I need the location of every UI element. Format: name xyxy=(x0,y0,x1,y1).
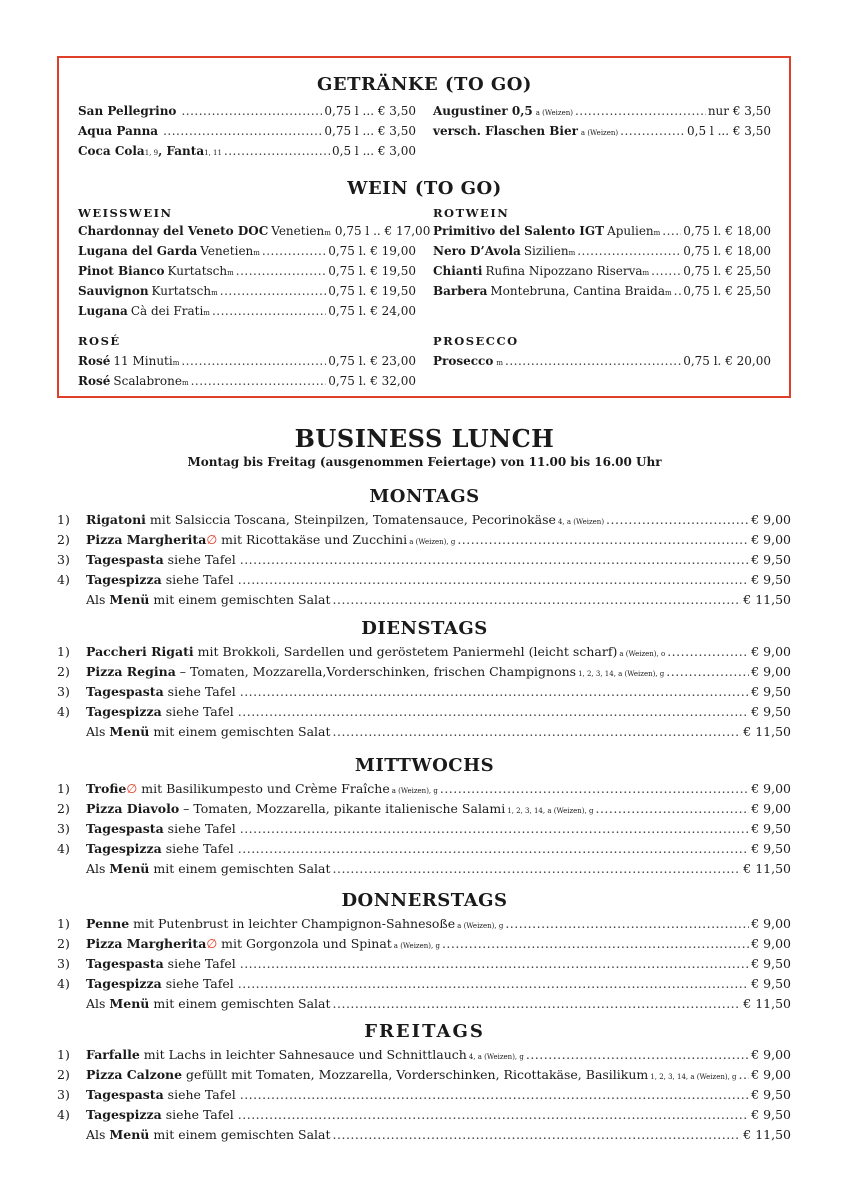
lunch-item: Trofie ∅ mit Basilikumpesto und Crème Fraîche a (Weizen), g ..... € 9,00 xyxy=(86,781,791,797)
dish-price: € 9,50 xyxy=(751,821,791,836)
dot-leader xyxy=(662,223,681,239)
dot-leader xyxy=(262,243,326,259)
category-label: ROSÉ xyxy=(78,334,121,348)
item-desc: Cà dei Frati xyxy=(130,304,204,318)
dish-desc: mit Basilikumpesto und Crème Fraîche xyxy=(137,781,390,796)
dot-leader xyxy=(238,572,749,588)
dish-name: Tagespizza xyxy=(86,1107,162,1122)
lunch-item: Penne mit Putenbrust in leichter Champignon-Sahnesoße a (Weizen), g ..... € 9,00 xyxy=(86,916,791,932)
menu-offer-line xyxy=(86,724,791,740)
menu-offer-line xyxy=(86,592,791,608)
dish-price: € 9,00 xyxy=(751,1047,791,1062)
item-price: 0,75 l. € 24,00 xyxy=(328,304,416,318)
dot-leader xyxy=(220,283,326,299)
category-label: WEISSWEIN xyxy=(78,206,173,220)
lunch-item: Farfalle mit Lachs in leichter Sahnesauce und Schnittlauch 4, a (Weizen), g ..... € 9,00 xyxy=(86,1047,791,1063)
menu-item: Pinot Bianco Kurtatsch m ..... 0,75 l. € 19,50 xyxy=(78,263,416,279)
menu-offer-price: € 11,50 xyxy=(743,1127,791,1142)
item-name: Rosé xyxy=(78,354,111,368)
dot-leader xyxy=(238,976,749,992)
lunch-item: Pizza Margherita ∅ mit Gorgonzola und Spinat a (Weizen), g ..... € 9,00 xyxy=(86,936,791,952)
lunch-item xyxy=(86,704,791,720)
dish-desc: siehe Tafel xyxy=(161,1107,234,1122)
leaf-icon: ∅ xyxy=(206,936,218,951)
item-desc: Kurtatsch xyxy=(167,264,228,278)
menu-offer-bold: Menü xyxy=(109,996,150,1011)
menu-offer-pre: Als xyxy=(86,996,110,1011)
dot-leader xyxy=(238,1107,749,1123)
item-number: 1) xyxy=(57,644,70,659)
item-price: 0,75 l. € 25,50 xyxy=(683,264,771,278)
menu-item: Barbera Montebruna, Cantina Braida m ..... 0,75 l. € 25,50 xyxy=(433,283,771,299)
dish-name: Tagespasta xyxy=(86,956,164,971)
dot-leader xyxy=(181,353,326,369)
dish-name: Farfalle xyxy=(86,1047,140,1062)
menu-offer-pre: Als xyxy=(86,592,110,607)
dot-leader xyxy=(575,103,706,119)
menu-item xyxy=(78,123,416,139)
item-number: 3) xyxy=(57,956,70,971)
item-number: 1) xyxy=(57,916,70,931)
dot-leader xyxy=(333,1127,742,1143)
item-name: Aqua Panna xyxy=(78,124,159,138)
day-title: DONNERSTAGS xyxy=(341,890,508,911)
dish-price: € 9,50 xyxy=(751,572,791,587)
item-name: Lugana del Garda xyxy=(78,244,198,258)
item-name: Lugana xyxy=(78,304,128,318)
dish-price: € 9,00 xyxy=(751,664,791,679)
dish-name: Pizza Regina xyxy=(86,664,176,679)
item-price: 0,75 l. € 19,50 xyxy=(328,264,416,278)
lunch-item xyxy=(86,1107,791,1123)
dish-name: Tagespizza xyxy=(86,704,162,719)
dish-price: € 9,50 xyxy=(751,1087,791,1102)
item-desc: Sizilien xyxy=(523,244,569,258)
item-number: 4) xyxy=(57,572,70,587)
item-price: 0,75 l. € 18,00 xyxy=(683,224,771,238)
lunch-subtitle: Montag bis Freitag (ausgenommen Feiertage) von 11.00 bis 16.00 Uhr xyxy=(187,455,662,469)
dish-price: € 9,00 xyxy=(751,512,791,527)
menu-item: Coca Cola 1, 9 , Fanta 1, 11 ..... 0,5 l ... € 3,00 xyxy=(78,143,416,159)
dish-desc: siehe Tafel xyxy=(161,704,234,719)
dot-leader xyxy=(457,532,749,548)
dish-desc: siehe Tafel xyxy=(163,956,236,971)
item-name: versch. Flaschen Bier xyxy=(433,124,578,138)
item-number: 3) xyxy=(57,684,70,699)
menu-offer-pre: Als xyxy=(86,724,110,739)
lunch-item xyxy=(86,841,791,857)
item-name: San Pellegrino xyxy=(78,104,177,118)
item-name: Coca Cola xyxy=(78,144,145,158)
dish-price: € 9,50 xyxy=(751,956,791,971)
item-number: 4) xyxy=(57,841,70,856)
item-name: , Fanta xyxy=(158,144,205,158)
item-number: 1) xyxy=(57,781,70,796)
item-price: 0,75 l ... € 3,50 xyxy=(324,104,416,118)
menu-item: Prosecco m ..... 0,75 l. € 20,00 xyxy=(433,353,771,369)
lunch-item xyxy=(86,821,791,837)
dot-leader xyxy=(224,143,330,159)
dish-desc: siehe Tafel xyxy=(161,976,234,991)
dish-price: € 9,00 xyxy=(751,936,791,951)
menu-item: Sauvignon Kurtatsch m ..... 0,75 l. € 19,50 xyxy=(78,283,416,299)
dot-leader xyxy=(739,1067,750,1083)
dot-leader xyxy=(236,263,326,279)
dish-desc: mit Brokkoli, Sardellen und geröstetem Paniermehl (leicht scharf) xyxy=(193,644,618,659)
dish-desc: gefüllt mit Tomaten, Mozzarella, Vorderschinken, Ricottakäse, Basilikum xyxy=(182,1067,649,1082)
lunch-item: Pizza Regina – Tomaten, Mozzarella,Vorderschinken, frischen Champignons 1, 2, 3, 14, a (Weizen), g ..... € 9,00 xyxy=(86,664,791,680)
dot-leader xyxy=(240,821,750,837)
dot-leader xyxy=(505,353,681,369)
item-number: 3) xyxy=(57,1087,70,1102)
day-title: DIENSTAGS xyxy=(361,618,488,639)
dot-leader xyxy=(181,103,322,119)
lunch-item: Pizza Calzone gefüllt mit Tomaten, Mozzarella, Vorderschinken, Ricottakäse, Basilikum 1, 2, 3, 14, a (Weizen), g ..... € 9,00 xyxy=(86,1067,791,1083)
menu-offer-line xyxy=(86,1127,791,1143)
dish-price: € 9,00 xyxy=(751,781,791,796)
menu-offer-price: € 11,50 xyxy=(743,724,791,739)
dish-desc: mit Putenbrust in leichter Champignon-Sahnesoße xyxy=(129,916,456,931)
menu-item xyxy=(78,103,416,119)
menu-item: Nero D’Avola Sizilien m ..... 0,75 l. € 18,00 xyxy=(433,243,771,259)
dot-leader xyxy=(674,283,682,299)
menu-item: Lugana Cà dei Frati m ..... 0,75 l. € 24,00 xyxy=(78,303,416,319)
dot-leader xyxy=(212,303,326,319)
menu-offer-post: mit einem gemischten Salat xyxy=(149,861,331,876)
item-price: 0,75 l .. € 17,00 xyxy=(334,224,431,238)
item-number: 2) xyxy=(57,532,70,547)
dot-leader xyxy=(238,704,749,720)
dish-price: € 9,50 xyxy=(751,841,791,856)
dish-name: Tagespasta xyxy=(86,821,164,836)
section-title: BUSINESS LUNCH xyxy=(294,424,555,453)
item-price: 0,75 l. € 23,00 xyxy=(328,354,416,368)
item-name: Barbera xyxy=(433,284,488,298)
item-number: 3) xyxy=(57,821,70,836)
dish-price: € 9,00 xyxy=(751,801,791,816)
item-name: Primitivo del Salento IGT xyxy=(433,224,605,238)
dish-desc: siehe Tafel xyxy=(163,552,236,567)
item-number: 2) xyxy=(57,936,70,951)
dot-leader xyxy=(595,801,749,817)
lunch-item xyxy=(86,956,791,972)
dot-leader xyxy=(442,936,749,952)
dish-desc: – Tomaten, Mozzarella,Vorderschinken, frischen Champignons xyxy=(175,664,577,679)
item-name: Chianti xyxy=(433,264,483,278)
dish-price: € 9,50 xyxy=(751,552,791,567)
menu-offer-pre: Als xyxy=(86,1127,110,1142)
leaf-icon: ∅ xyxy=(206,532,218,547)
lunch-item xyxy=(86,572,791,588)
dot-leader xyxy=(240,956,750,972)
dot-leader xyxy=(606,512,749,528)
dish-desc: siehe Tafel xyxy=(163,821,236,836)
item-name: Chardonnay del Veneto DOC xyxy=(78,224,269,238)
dish-name: Tagespasta xyxy=(86,684,164,699)
dish-name: Penne xyxy=(86,916,130,931)
dish-name: Pizza Margherita xyxy=(86,936,207,951)
menu-offer-price: € 11,50 xyxy=(743,861,791,876)
dot-leader xyxy=(238,841,749,857)
dot-leader xyxy=(651,263,681,279)
menu-offer-bold: Menü xyxy=(109,592,150,607)
menu-item: Chianti Rufina Nipozzano Riserva m ..... 0,75 l. € 25,50 xyxy=(433,263,771,279)
category-label: PROSECCO xyxy=(433,334,519,348)
dish-name: Pizza Margherita xyxy=(86,532,207,547)
item-number: 3) xyxy=(57,552,70,567)
item-price: 0,5 l ... € 3,50 xyxy=(687,124,771,138)
lunch-item xyxy=(86,1087,791,1103)
dot-leader xyxy=(667,644,749,660)
dish-price: € 9,50 xyxy=(751,976,791,991)
menu-offer-price: € 11,50 xyxy=(743,996,791,1011)
dish-name: Paccheri Rigati xyxy=(86,644,194,659)
dish-name: Tagespizza xyxy=(86,572,162,587)
item-desc: Apulien xyxy=(607,224,654,238)
item-name: Sauvignon xyxy=(78,284,149,298)
menu-item: Augustiner 0,5 a (Weizen) ..... nur € 3,50 xyxy=(433,103,771,119)
dish-name: Tagespasta xyxy=(86,552,164,567)
item-desc: 11 Minuti xyxy=(113,354,173,368)
item-number: 4) xyxy=(57,704,70,719)
item-name: Rosé xyxy=(78,374,111,388)
dish-name: Trofie xyxy=(86,781,127,796)
item-name: Prosecco xyxy=(433,354,494,368)
item-price: 0,75 l ... € 3,50 xyxy=(324,124,416,138)
dish-price: € 9,00 xyxy=(751,916,791,931)
day-title: FREITAGS xyxy=(364,1021,485,1042)
dot-leader xyxy=(240,684,750,700)
dot-leader xyxy=(240,552,750,568)
item-price: 0,75 l. € 19,50 xyxy=(328,284,416,298)
item-desc: Venetien xyxy=(271,224,325,238)
lunch-item xyxy=(86,684,791,700)
item-price: 0,75 l. € 18,00 xyxy=(683,244,771,258)
dish-desc: mit Ricottakäse und Zucchini xyxy=(217,532,408,547)
item-number: 1) xyxy=(57,512,70,527)
section-title: GETRÄNKE (TO GO) xyxy=(317,74,532,95)
menu-offer-bold: Menü xyxy=(109,1127,150,1142)
dish-price: € 9,50 xyxy=(751,684,791,699)
leaf-icon: ∅ xyxy=(126,781,138,796)
menu-offer-post: mit einem gemischten Salat xyxy=(149,1127,331,1142)
item-price: 0,75 l. € 19,00 xyxy=(328,244,416,258)
menu-offer-post: mit einem gemischten Salat xyxy=(149,724,331,739)
lunch-item xyxy=(86,976,791,992)
item-desc: Kurtatsch xyxy=(151,284,212,298)
dot-leader xyxy=(333,996,742,1012)
dish-price: € 9,00 xyxy=(751,532,791,547)
item-number: 2) xyxy=(57,1067,70,1082)
item-name: Augustiner 0,5 xyxy=(433,104,533,118)
dot-leader xyxy=(526,1047,749,1063)
lunch-item: Pizza Margherita ∅ mit Ricottakäse und Zucchini a (Weizen), g ..... € 9,00 xyxy=(86,532,791,548)
dish-desc: siehe Tafel xyxy=(161,572,234,587)
day-title: MITTWOCHS xyxy=(354,755,495,776)
item-desc: Scalabrone xyxy=(113,374,182,388)
dot-leader xyxy=(505,916,749,932)
menu-item: Rosé 11 Minuti m ..... 0,75 l. € 23,00 xyxy=(78,353,416,369)
dish-name: Tagespasta xyxy=(86,1087,164,1102)
dish-name: Tagespizza xyxy=(86,841,162,856)
dot-leader xyxy=(620,123,685,139)
item-number: 1) xyxy=(57,1047,70,1062)
dot-leader xyxy=(666,664,749,680)
item-number: 2) xyxy=(57,801,70,816)
dish-name: Pizza Calzone xyxy=(86,1067,183,1082)
dish-name: Tagespizza xyxy=(86,976,162,991)
menu-offer-bold: Menü xyxy=(109,861,150,876)
menu-offer-line xyxy=(86,861,791,877)
lunch-item: Paccheri Rigati mit Brokkoli, Sardellen und geröstetem Paniermehl (leicht scharf) a (Weizen), o ..... € 9,00 xyxy=(86,644,791,660)
menu-offer-post: mit einem gemischten Salat xyxy=(149,996,331,1011)
dot-leader xyxy=(577,243,681,259)
item-name: Pinot Bianco xyxy=(78,264,165,278)
dot-leader xyxy=(333,724,742,740)
item-price: 0,5 l ... € 3,00 xyxy=(332,144,416,158)
dish-name: Rigatoni xyxy=(86,512,146,527)
dish-desc: siehe Tafel xyxy=(163,684,236,699)
menu-item: Rosé Scalabrone m ..... 0,75 l. € 32,00 xyxy=(78,373,416,389)
menu-item: Primitivo del Salento IGT Apulien m ..... 0,75 l. € 18,00 xyxy=(433,223,771,239)
item-number: 4) xyxy=(57,1107,70,1122)
menu-offer-pre: Als xyxy=(86,861,110,876)
dish-desc: siehe Tafel xyxy=(163,1087,236,1102)
dish-desc: – Tomaten, Mozzarella, pikante italienische Salami xyxy=(179,801,506,816)
dish-desc: mit Gorgonzola und Spinat xyxy=(217,936,392,951)
item-desc: Montebruna, Cantina Braida xyxy=(490,284,666,298)
dish-price: € 9,00 xyxy=(751,1067,791,1082)
lunch-item xyxy=(86,552,791,568)
item-number: 2) xyxy=(57,664,70,679)
item-number: 4) xyxy=(57,976,70,991)
menu-offer-bold: Menü xyxy=(109,724,150,739)
dot-leader xyxy=(240,1087,750,1103)
menu-offer-line xyxy=(86,996,791,1012)
dot-leader xyxy=(333,592,742,608)
lunch-item: Rigatoni mit Salsiccia Toscana, Steinpilzen, Tomatensauce, Pecorinokäse 4, a (Weizen) ..... € 9,00 xyxy=(86,512,791,528)
menu-item: Lugana del Garda Venetien m ..... 0,75 l. € 19,00 xyxy=(78,243,416,259)
category-label: ROTWEIN xyxy=(433,206,510,220)
item-price: 0,75 l. € 20,00 xyxy=(683,354,771,368)
menu-offer-price: € 11,50 xyxy=(743,592,791,607)
item-price: 0,75 l. € 25,50 xyxy=(683,284,771,298)
item-price: 0,75 l. € 32,00 xyxy=(328,374,416,388)
item-desc: Rufina Nipozzano Riserva xyxy=(485,264,643,278)
dot-leader xyxy=(191,373,327,389)
dot-leader xyxy=(163,123,322,139)
menu-item: versch. Flaschen Bier a (Weizen) ..... 0,5 l ... € 3,50 xyxy=(433,123,771,139)
dish-price: € 9,00 xyxy=(751,644,791,659)
item-price: nur € 3,50 xyxy=(707,104,771,118)
item-name: Nero D’Avola xyxy=(433,244,521,258)
menu-offer-post: mit einem gemischten Salat xyxy=(149,592,331,607)
dish-desc: siehe Tafel xyxy=(161,841,234,856)
dish-name: Pizza Diavolo xyxy=(86,801,180,816)
dish-price: € 9,50 xyxy=(751,1107,791,1122)
section-title: WEIN (TO GO) xyxy=(347,178,502,199)
dot-leader xyxy=(440,781,749,797)
lunch-item: Pizza Diavolo – Tomaten, Mozzarella, pikante italienische Salami 1, 2, 3, 14, a (Weizen), g ..... € 9,00 xyxy=(86,801,791,817)
item-desc: Venetien xyxy=(200,244,254,258)
dish-desc: mit Salsiccia Toscana, Steinpilzen, Tomatensauce, Pecorinokäse xyxy=(145,512,556,527)
menu-item: Chardonnay del Veneto DOC Venetien m 0,75 l .. € 17,00 xyxy=(78,224,431,238)
dish-desc: mit Lachs in leichter Sahnesauce und Schnittlauch xyxy=(139,1047,467,1062)
day-title: MONTAGS xyxy=(369,486,480,507)
dish-price: € 9,50 xyxy=(751,704,791,719)
dot-leader xyxy=(333,861,742,877)
